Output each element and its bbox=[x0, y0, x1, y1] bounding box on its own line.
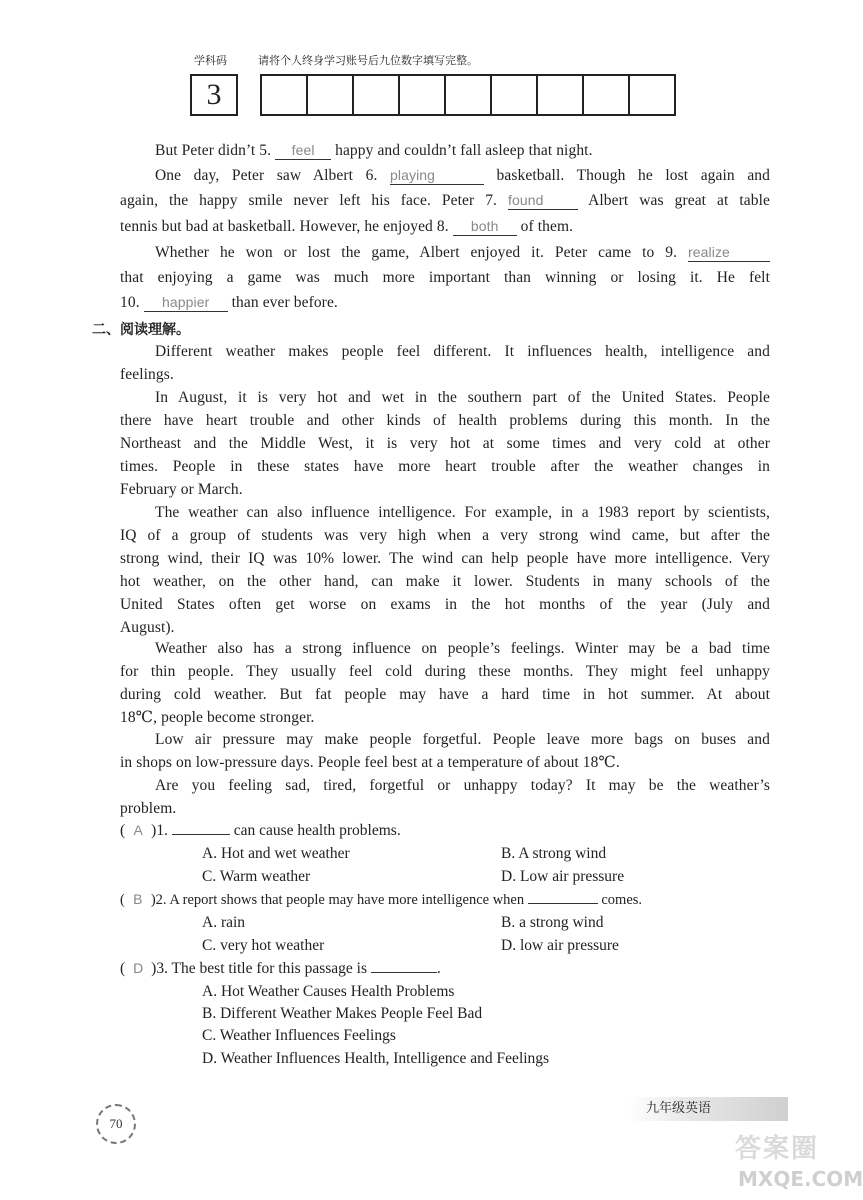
passage-line: feelings. bbox=[120, 366, 174, 383]
cloze-line: Whether he won or lost the game, Albert enjoyed it. Peter came to 9. realize bbox=[155, 241, 770, 264]
option-a: A. Hot Weather Causes Health Problems bbox=[202, 983, 455, 1000]
digit-cell bbox=[630, 76, 674, 114]
passage-line: there have heart trouble and other kinds of health problems during this month. In the bbox=[120, 412, 770, 429]
option-c: C. Warm weather bbox=[202, 868, 311, 885]
passage-line: for thin people. They usually feel cold during these months. They might feel unhappy bbox=[120, 663, 770, 680]
digit-cell bbox=[446, 76, 492, 114]
passage-line: The weather can also influence intelligence. For example, in a 1983 report by scientists, bbox=[155, 504, 770, 521]
cloze-line: again, the happy smile never left his face. Peter 7. found Albert was great at table bbox=[120, 192, 771, 209]
cloze-line: tennis but bad at basketball. However, he enjoyed 8. both of them. bbox=[120, 218, 574, 235]
passage-line: IQ of a group of students was very high when a very strong wind came, but after the bbox=[120, 527, 770, 544]
passage-line: February or March. bbox=[120, 481, 243, 498]
passage-line: during cold weather. But fat people may have a hard time in hot summer. At about bbox=[120, 686, 770, 703]
cloze-line: 10. happier than ever before. bbox=[120, 294, 338, 311]
cloze-line: But Peter didn’t 5. feel happy and couldn’t fall asleep that night. bbox=[155, 142, 593, 159]
page-number: 70 bbox=[96, 1104, 136, 1144]
question-2: ( B )2. A report shows that people may have more intelligence when comes. bbox=[120, 888, 642, 912]
answer-blank-5: feel bbox=[275, 141, 331, 160]
digit-cell bbox=[308, 76, 354, 114]
digit-cell bbox=[400, 76, 446, 114]
question-blank bbox=[371, 958, 437, 973]
passage-line: United States often get worse on exams in the hot months of the year (July and bbox=[120, 596, 770, 613]
question-blank bbox=[172, 820, 230, 835]
question-3-answer: D bbox=[133, 960, 144, 976]
answer-blank-9: realize bbox=[688, 243, 770, 262]
passage-line: times. People in these states have more heart trouble after the weather changes in bbox=[120, 458, 770, 475]
question-3: ( D )3. The best title for this passage is . bbox=[120, 957, 441, 980]
option-c: C. Weather Influences Feelings bbox=[202, 1027, 396, 1044]
digit-cell bbox=[354, 76, 400, 114]
question-blank bbox=[528, 889, 598, 904]
option-b: B. A strong wind bbox=[501, 845, 607, 862]
subject-code-box: 3 bbox=[190, 74, 238, 116]
question-1-answer: A bbox=[133, 822, 143, 838]
option-d: D. low air pressure bbox=[501, 937, 619, 954]
digit-cell bbox=[492, 76, 538, 114]
option-c: C. very hot weather bbox=[202, 937, 325, 954]
account-number-grid bbox=[260, 74, 676, 116]
answer-blank-10: happier bbox=[144, 293, 228, 312]
answer-blank-8: both bbox=[453, 217, 517, 236]
cloze-line: One day, Peter saw Albert 6. playing basketball. Though he lost again and bbox=[155, 167, 770, 184]
section-title: 二、阅读理解。 bbox=[92, 322, 190, 338]
question-1: ( A )1. can cause health problems. bbox=[120, 819, 401, 842]
account-instruction: 请将个人终身学习账号后九位数字填写完整。 bbox=[258, 54, 478, 67]
option-d: D. Low air pressure bbox=[501, 868, 625, 885]
passage-line: 18℃, people become stronger. bbox=[120, 709, 315, 726]
watermark-logo: 答案圈 bbox=[735, 1134, 820, 1164]
option-b: B. a strong wind bbox=[501, 914, 604, 931]
option-a: A. Hot and wet weather bbox=[202, 845, 350, 862]
passage-line: Weather also has a strong influence on people’s feelings. Winter may be a bad time bbox=[155, 640, 770, 657]
passage-line: hot weather, on the other hand, can make it lower. Students in many schools of the bbox=[120, 573, 770, 590]
option-d: D. Weather Influences Health, Intelligence and Feelings bbox=[202, 1050, 550, 1067]
passage-line: problem. bbox=[120, 800, 177, 817]
passage-line: Are you feeling sad, tired, forgetful or unhappy today? It may be the weather’s bbox=[155, 777, 770, 794]
subject-code-label: 学科码 bbox=[194, 54, 227, 67]
question-2-answer: B bbox=[133, 891, 143, 907]
option-a: A. rain bbox=[202, 914, 246, 931]
passage-line: Low air pressure may make people forgetful. People leave more bags on buses and bbox=[155, 731, 770, 748]
passage-line: Different weather makes people feel different. It influences health, intelligence and bbox=[155, 343, 770, 360]
digit-cell bbox=[262, 76, 308, 114]
answer-blank-7: found bbox=[508, 191, 578, 210]
answer-blank-6: playing bbox=[390, 166, 484, 185]
book-label: 九年级英语 bbox=[628, 1097, 788, 1121]
option-b: B. Different Weather Makes People Feel Bad bbox=[202, 1005, 483, 1022]
passage-line: Northeast and the Middle West, it is very hot at some times and very cold at other bbox=[120, 435, 770, 452]
digit-cell bbox=[538, 76, 584, 114]
passage-line: In August, it is very hot and wet in the southern part of the United States. People bbox=[155, 389, 770, 406]
cloze-line: that enjoying a game was much more important than winning or losing it. He felt bbox=[120, 269, 770, 286]
passage-line: in shops on low-pressure days. People feel best at a temperature of about 18℃. bbox=[120, 754, 620, 771]
digit-cell bbox=[584, 76, 630, 114]
watermark-url: MXQE.COM bbox=[738, 1167, 863, 1191]
passage-line: August). bbox=[120, 619, 175, 636]
passage-line: strong wind, their IQ was 10% lower. The wind can help people have more intelligence. Very bbox=[120, 550, 770, 567]
